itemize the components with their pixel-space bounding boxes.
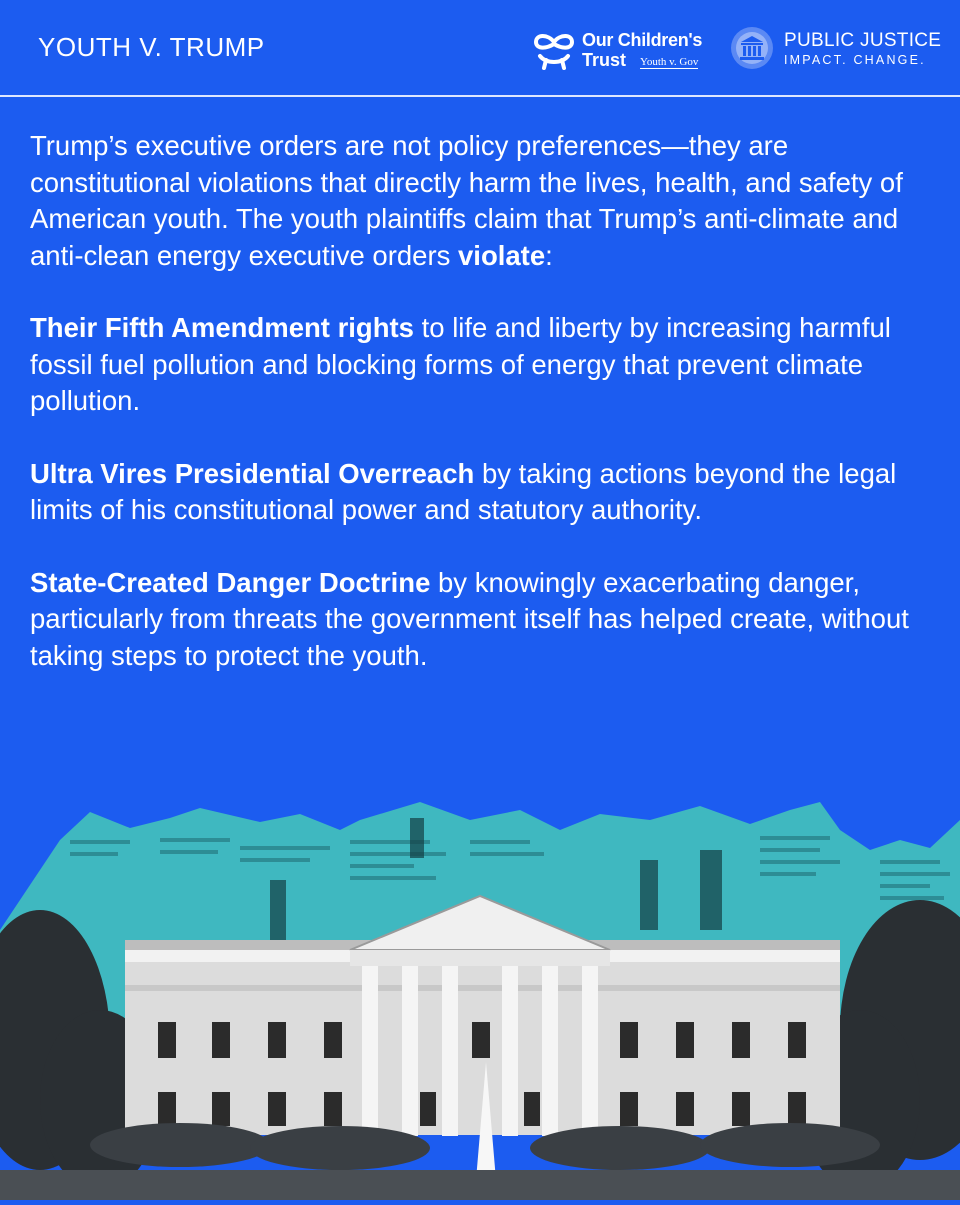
header — [0, 0, 960, 96]
public-justice-tagline: IMPACT. CHANGE. — [784, 53, 926, 67]
claim-title: Ultra Vires Presidential Overreach — [30, 457, 475, 489]
claim-ultra-vires — [30, 456, 935, 529]
courthouse-icon — [730, 26, 774, 70]
oct-logo-line2: Trust — [582, 50, 627, 70]
white-house-illustration — [0, 800, 960, 1200]
claim-title: State-Created Danger Doctrine — [30, 566, 431, 598]
intro-end: : — [545, 239, 553, 271]
public-justice-name: PUBLIC JUSTICE — [784, 30, 942, 51]
intro-paragraph — [30, 128, 935, 274]
claim-title: Their Fifth Amendment rights — [30, 312, 414, 343]
oct-hands-icon — [532, 30, 576, 70]
our-childrens-trust-logo — [532, 28, 722, 72]
header-divider — [0, 95, 960, 97]
claim-text: by knowingly exacerbating danger, particularly from threats the government itself has helped create, without taking steps to protect the youth. — [30, 566, 909, 671]
claim-state-created-danger — [30, 565, 935, 675]
intro-bold-word: violate — [458, 239, 546, 271]
claim-text: by taking actions beyond the legal limits of his constitutional power and statutory authority. — [30, 457, 897, 525]
intro-text: Trump’s executive orders are not policy preferences—they are constitutional violations that directly harm the lives, health, and safety of American youth. The youth plaintiffs claim that Trump’s anti-climate and anti-clean energy executive orders — [30, 130, 903, 271]
header-title: YOUTH V. TRUMP — [38, 32, 265, 62]
claim-text: to life and liberty by increasing harmful fossil fuel pollution and blocking forms of energy that prevent climate pollution. — [30, 312, 891, 416]
public-justice-logo — [730, 26, 945, 72]
main-content — [30, 128, 935, 674]
white-house-icon — [0, 800, 960, 1200]
claim-fifth-amendment — [30, 310, 935, 420]
oct-logo-line1: Our Children's — [582, 30, 703, 50]
oct-logo-tagline: Youth v. Gov — [640, 56, 699, 68]
